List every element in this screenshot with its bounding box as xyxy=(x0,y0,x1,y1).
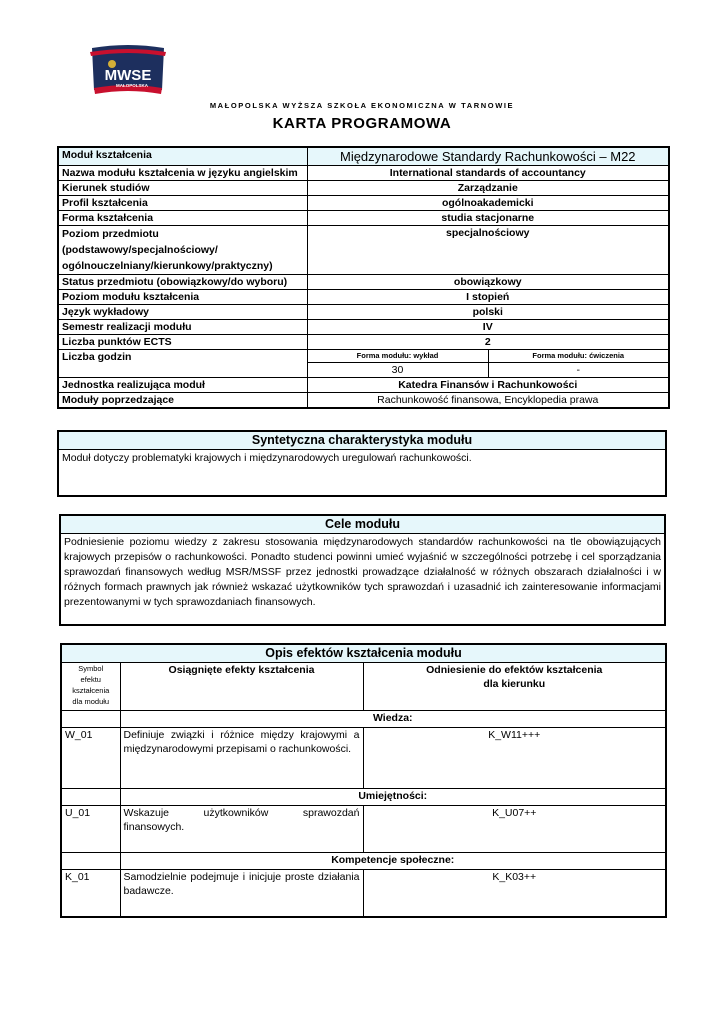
effect-description: Definiuje związki i różnice między krajowymi a międzynarodowymi przepisami o rachunkowości. xyxy=(120,728,363,789)
module-level-label: Poziom modułu kształcenia xyxy=(58,290,307,305)
field-label: Kierunek studiów xyxy=(58,181,307,196)
module-label: Moduł kształcenia xyxy=(58,147,307,166)
goals-section xyxy=(59,514,666,626)
goals-heading: Cele modułu xyxy=(61,516,664,534)
ects-value: 2 xyxy=(307,335,669,350)
module-row xyxy=(58,147,669,166)
col-reference-line: Odniesienie do efektów kształcenia xyxy=(426,664,603,676)
synthetic-section xyxy=(57,430,667,497)
logo-subtext: MAŁOPOLSKA xyxy=(116,83,148,88)
info-row xyxy=(58,320,669,335)
col-achieved: Osiągnięte efekty kształcenia xyxy=(120,663,363,711)
form-label: Forma kształcenia xyxy=(58,211,307,226)
level-label-line: ogólnouczelniany/kierunkowy/praktyczny) xyxy=(62,260,273,272)
effects-heading: Opis efektów kształcenia modułu xyxy=(61,644,666,663)
english-name-label: Nazwa modułu kształcenia w języku angielskim xyxy=(58,166,307,181)
info-row xyxy=(58,378,669,393)
effects-heading-row xyxy=(61,644,666,663)
form-value: studia stacjonarne xyxy=(307,211,669,226)
effect-reference: K_K03++ xyxy=(363,870,666,917)
col-symbol-line: dla modułu xyxy=(72,697,110,706)
category-knowledge: Wiedza: xyxy=(120,711,666,728)
hours-lecture-label: Forma modułu: wykład xyxy=(307,350,488,363)
institution-name: MAŁOPOLSKA WYŻSZA SZKOŁA EKONOMICZNA W TARNOWIE xyxy=(209,101,515,110)
level-label xyxy=(58,226,307,275)
school-logo xyxy=(88,44,168,100)
level-label-line: (podstawowy/specjalnościowy/ xyxy=(62,244,218,256)
status-label: Status przedmiotu (obowiązkowy/do wyboru) xyxy=(58,275,307,290)
category-row xyxy=(61,853,666,870)
level-value: specjalnościowy xyxy=(307,226,669,275)
info-row xyxy=(58,196,669,211)
synthetic-text: Moduł dotyczy problematyki krajowych i międzynarodowych uregulowań rachunkowości. xyxy=(62,452,472,464)
info-row xyxy=(58,290,669,305)
info-row xyxy=(58,226,669,275)
col-symbol-line: Symbol xyxy=(78,664,104,673)
english-name-value: International standards of accountancy xyxy=(307,166,669,181)
col-symbol-line: kształcenia xyxy=(72,686,110,695)
profile-label: Profil kształcenia xyxy=(58,196,307,211)
unit-value: Katedra Finansów i Rachunkowości xyxy=(307,378,669,393)
info-row xyxy=(58,305,669,320)
effects-column-headers xyxy=(61,663,666,711)
page-title: KARTA PROGRAMOWA xyxy=(272,115,452,132)
hours-exercise-value: - xyxy=(488,363,669,378)
info-row xyxy=(58,211,669,226)
module-level-value: I stopień xyxy=(307,290,669,305)
profile-value: ogólnoakademicki xyxy=(307,196,669,211)
info-row xyxy=(58,181,669,196)
module-value: Międzynarodowe Standardy Rachunkowości – M22 xyxy=(307,147,669,166)
hours-label: Liczba godzin xyxy=(58,350,307,378)
category-row xyxy=(61,711,666,728)
table-row xyxy=(61,728,666,789)
prereq-label: Moduły poprzedzające xyxy=(58,393,307,409)
hours-row xyxy=(58,350,669,363)
module-info-table xyxy=(57,146,670,409)
info-row xyxy=(58,275,669,290)
unit-label: Jednostka realizująca moduł xyxy=(58,378,307,393)
col-symbol xyxy=(61,663,120,711)
category-row xyxy=(61,789,666,806)
semester-label: Semestr realizacji modułu xyxy=(58,320,307,335)
hours-exercise-label: Forma modułu: ćwiczenia xyxy=(488,350,669,363)
col-reference xyxy=(363,663,666,711)
semester-value: IV xyxy=(307,320,669,335)
info-row xyxy=(58,393,669,409)
table-row xyxy=(61,870,666,917)
goals-text: Podniesienie poziomu wiedzy z zakresu stosowania międzynarodowych standardów rachunkowości na tle obowiązujących krajowych przepisów o rachunkowości. Ponadto studenci powinni umieć wyjaśnić w szczególności potrzebę i cel sporządzania sprawozdań finansowych według MSR/MSSF przez jednostki prowadzące działalność w różnych obszarach działalności i w różnych formach prawnych jak również wskazać użytkowników tych sprawozdań i uzasadnić ich zainteresowanie informacjami prezentowanymi w tych sprawozdaniach finansowych. xyxy=(64,536,661,608)
language-label: Język wykładowy xyxy=(58,305,307,320)
effect-symbol: W_01 xyxy=(61,728,120,789)
effect-symbol: U_01 xyxy=(61,806,120,853)
synthetic-heading: Syntetyczna charakterystyka modułu xyxy=(59,432,665,450)
col-reference-line: dla kierunku xyxy=(483,678,546,690)
category-social: Kompetencje społeczne: xyxy=(120,853,666,870)
level-label-line: Poziom przedmiotu xyxy=(62,228,159,240)
status-value: obowiązkowy xyxy=(307,275,669,290)
effect-description: Wskazuje użytkowników sprawozdań finansowych. xyxy=(120,806,363,853)
field-value: Zarządzanie xyxy=(307,181,669,196)
info-row xyxy=(58,335,669,350)
logo-text: MWSE xyxy=(104,67,152,84)
ects-label: Liczba punktów ECTS xyxy=(58,335,307,350)
category-skills: Umiejętności: xyxy=(120,789,666,806)
language-value: polski xyxy=(307,305,669,320)
hours-lecture-value: 30 xyxy=(307,363,488,378)
prereq-value: Rachunkowość finansowa, Encyklopedia prawa xyxy=(307,393,669,409)
effect-reference: K_W11+++ xyxy=(363,728,666,789)
col-symbol-line: efektu xyxy=(80,675,101,684)
effect-reference: K_U07++ xyxy=(363,806,666,853)
effect-symbol: K_01 xyxy=(61,870,120,917)
table-row xyxy=(61,806,666,853)
effects-table xyxy=(60,643,667,918)
effect-description: Samodzielnie podejmuje i inicjuje proste działania badawcze. xyxy=(120,870,363,917)
info-row xyxy=(58,166,669,181)
